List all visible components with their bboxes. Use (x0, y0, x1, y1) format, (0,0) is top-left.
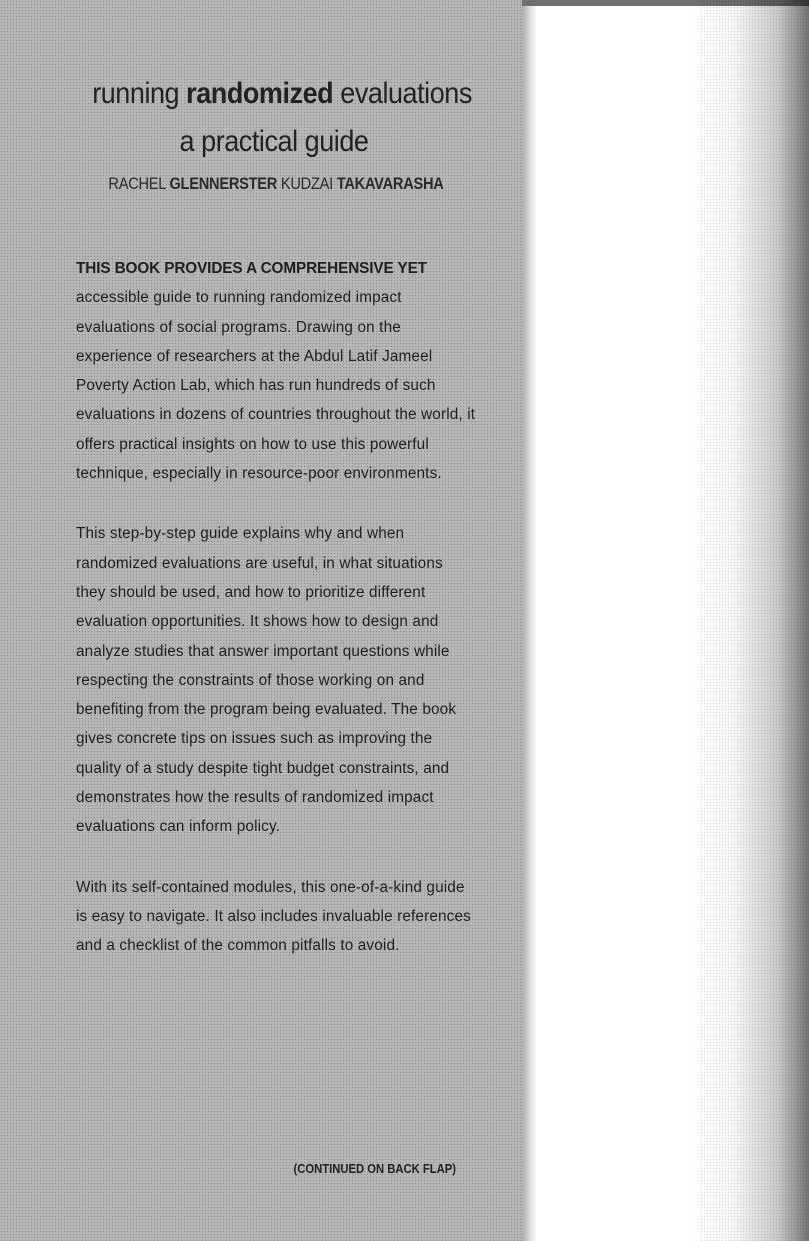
author1-first: RACHEL (108, 174, 166, 193)
paragraph-1-text: accessible guide to running randomized impact evaluations of social programs. Drawing on the experience of researchers at the Abdul Latif Jameel Poverty Action Lab, which has run hundreds of such evaluations in dozens of countries throughout the world, it offers practical insights on how to use this powerful technique, especially in resource-poor environments. (76, 289, 476, 483)
book-subtitle: a practical guide (179, 125, 369, 158)
title-prefix: running (92, 77, 180, 110)
flap-text-block (76, 76, 476, 992)
paragraph-2: This step-by-step guide explains why and when randomized evaluations are useful, in what situations they should be used, and how to prioritize different evaluation opportunities. It shows how to design and analyze studies that answer important questions while respecting the constraints of those working on and benefiting from the program being evaluated. The book gives concrete tips on issues such as improving the quality of a study despite tight budget constraints, and demonstrates how the results of randomized impact evaluations can inform policy. (76, 525, 457, 836)
right-edge-shadow (686, 0, 809, 1241)
author2-last: TAKAVARASHA (336, 174, 444, 193)
paragraph-3: With its self-contained modules, this one-of-a-kind guide is easy to navigate. It also includes invaluable references and a checklist of the common pitfalls to avoid. (76, 878, 471, 955)
continued-note: (CONTINUED ON BACK FLAP) (293, 1162, 456, 1176)
book-title (92, 76, 472, 112)
paragraph-1 (76, 254, 476, 488)
title-suffix: evaluations (340, 77, 472, 110)
book-authors (104, 172, 448, 196)
title-bold: randomized (186, 77, 334, 110)
page-gutter (522, 0, 536, 1241)
author2-first: KUDZAI (280, 174, 333, 193)
author1-last: GLENNERSTER (169, 174, 278, 193)
paragraph-1-lead: THIS BOOK PROVIDES A COMPREHENSIVE YET (76, 260, 427, 277)
flap-copy (76, 254, 476, 961)
